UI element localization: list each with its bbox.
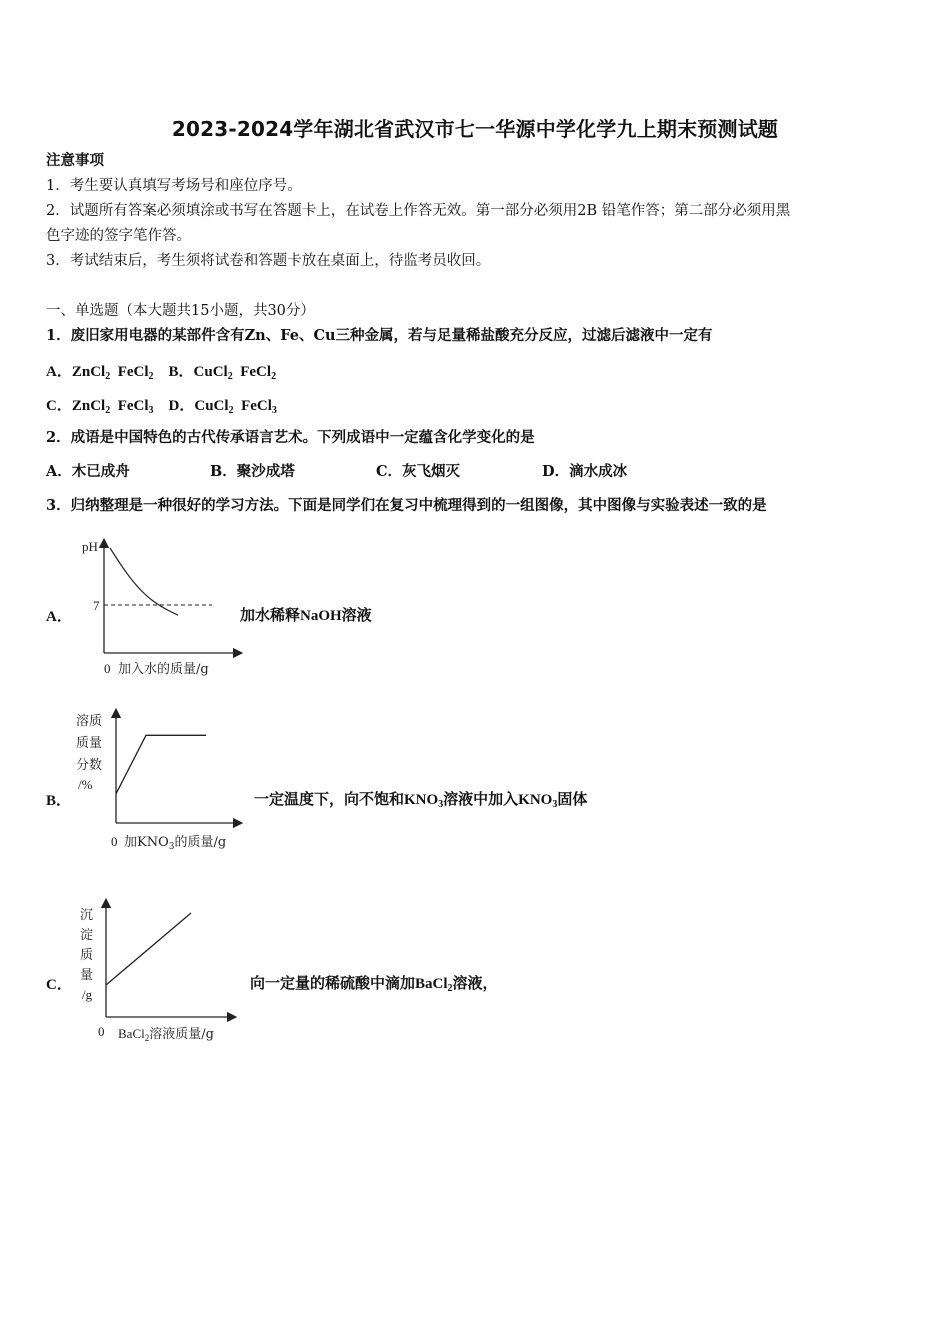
- graph-b-x-label: [124, 834, 226, 852]
- subscript: 3: [552, 799, 558, 810]
- desc-text: 一定温度下，向不饱和KNO: [254, 792, 439, 808]
- question-2-stem: 2．成语是中国特色的古代传承语言艺术。下列成语中一定蕴含化学变化的是: [46, 429, 535, 446]
- question-3-option-c-desc: [250, 972, 498, 993]
- subscript: 3: [271, 405, 277, 416]
- option-label: A．: [46, 364, 72, 380]
- notice-item-3: 3．考试结束后，考生须将试卷和答题卡放在桌面上，待监考员收回。: [46, 253, 491, 269]
- x-label-post: 溶液质量/g: [149, 1027, 214, 1042]
- formula: FeCl: [241, 398, 272, 414]
- graph-a-origin: 0: [104, 661, 111, 676]
- question-3-option-a-label: A．: [46, 609, 72, 625]
- graph-b-y-label-2: 质量: [76, 736, 103, 751]
- subscript: 2: [105, 371, 111, 382]
- x-label-pre: BaCl: [118, 1026, 145, 1041]
- notice-item-2-cont: 色字迹的签字笔作答。: [46, 228, 191, 244]
- question-3-stem: 3．归纳整理是一种很好的学习方法。下面是同学们在复习中梳理得到的一组图像，其中图像与实验表述一致的是: [46, 497, 767, 514]
- formula: FeCl: [240, 364, 272, 380]
- graph-c-curve: [106, 913, 191, 985]
- graph-b-curve: [116, 735, 206, 794]
- graph-c: [70, 895, 270, 1050]
- page-title: 2023-2024学年湖北省武汉市七一华源中学化学九上期末预测试题: [171, 117, 779, 141]
- graph-a-x-label: 加入水的质量/g: [118, 662, 209, 677]
- formula: ZnCl: [71, 364, 106, 380]
- question-1-options-row-1: [46, 360, 276, 381]
- option-label: B．: [168, 364, 194, 380]
- x-label-post: 的质量/g: [174, 835, 227, 850]
- graph-c-y-label-5: /g: [82, 987, 93, 1002]
- graph-c-y-label-3: 质: [80, 948, 94, 963]
- subscript: 2: [105, 405, 111, 416]
- subscript: 3: [148, 405, 154, 416]
- graph-c-origin: 0: [98, 1024, 105, 1039]
- question-3-option-b-label: B．: [46, 793, 72, 809]
- graph-c-y-label-4: 量: [80, 968, 94, 983]
- graph-c-y-label-2: 淀: [80, 928, 94, 943]
- formula: FeCl: [117, 398, 149, 414]
- subscript: 3: [438, 799, 444, 810]
- x-label-sub: 2: [144, 1033, 150, 1043]
- graph-c-x-label: [118, 1026, 214, 1043]
- desc-text: 向一定量的稀硫酸中滴加BaCl: [250, 976, 448, 992]
- section-heading: 一、单选题（本大题共15小题，共30分）: [46, 303, 315, 319]
- x-label-sub: 3: [168, 842, 175, 852]
- subscript: 2: [227, 371, 233, 382]
- question-2-option-c: C．灰飞烟灭: [376, 463, 461, 480]
- desc-text: 溶液，: [452, 976, 498, 992]
- graph-b-y-label-4: /%: [78, 777, 93, 792]
- graph-a-y-label: pH: [82, 539, 98, 554]
- graph-a-tick-7: 7: [93, 598, 100, 613]
- notice-item-1: 1．考生要认真填写考场号和座位序号。: [46, 178, 302, 194]
- question-2-option-d: D．滴水成冰: [542, 463, 628, 480]
- question-1-stem: 1．废旧家用电器的某部件含有Zn、Fe、Cu三种金属，若与足量稀盐酸充分反应，过滤后滤液中一定有: [46, 327, 713, 344]
- formula: ZnCl: [71, 398, 106, 414]
- notice-item-2: 2．试题所有答案必须填涂或书写在答题卡上，在试卷上作答无效。第一部分必须用2B 铅笔作答；第二部分必须用黑: [46, 203, 791, 219]
- formula: CuCl: [194, 398, 229, 414]
- question-2-option-a: A．木已成舟: [46, 463, 130, 480]
- notice-heading: 注意事项: [46, 152, 104, 169]
- x-label-pre: 加KNO: [124, 835, 169, 850]
- subscript: 2: [447, 983, 453, 994]
- subscript: 2: [228, 405, 234, 416]
- graph-a: [70, 535, 260, 685]
- question-2-option-b: B．聚沙成塔: [210, 463, 295, 480]
- option-label: D．: [168, 398, 195, 414]
- question-3-option-a-desc: 加水稀释NaOH溶液: [240, 608, 372, 624]
- option-label: C．: [46, 398, 72, 414]
- graph-b: [70, 705, 270, 860]
- question-1-options-row-2: [46, 394, 277, 415]
- graph-c-y-label-1: 沉: [80, 908, 94, 923]
- graph-b-y-label-1: 溶质: [76, 714, 103, 729]
- subscript: 2: [148, 371, 154, 382]
- question-3-option-c-label: C．: [46, 977, 72, 993]
- desc-text: 溶液中加入KNO: [443, 792, 553, 808]
- graph-b-y-label-3: 分数: [76, 758, 103, 773]
- subscript: 2: [271, 371, 277, 382]
- formula: CuCl: [193, 364, 228, 380]
- formula: FeCl: [117, 364, 149, 380]
- desc-text: 固体: [557, 792, 588, 808]
- question-3-option-b-desc: [254, 788, 587, 809]
- graph-b-origin: 0: [111, 834, 118, 849]
